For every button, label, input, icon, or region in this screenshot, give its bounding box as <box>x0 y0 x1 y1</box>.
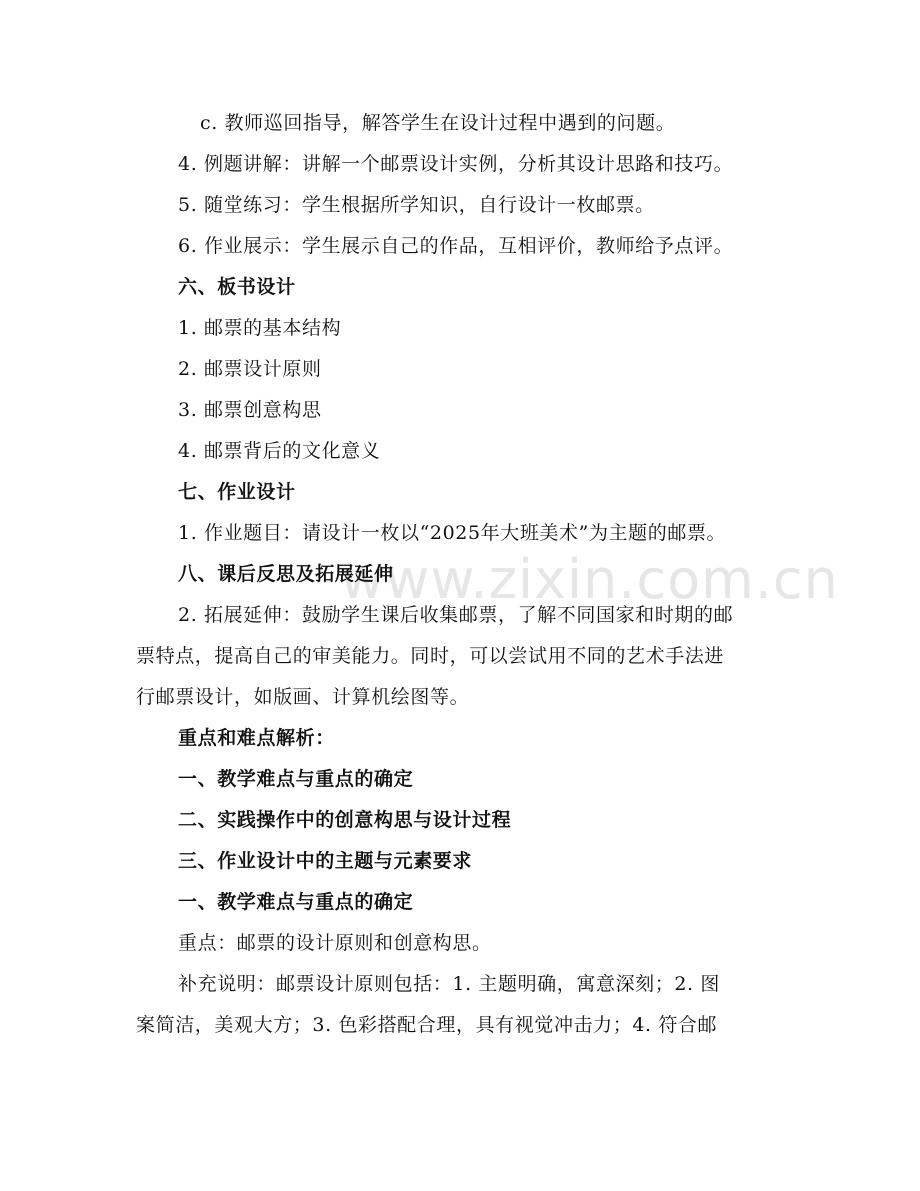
step-6-line: 6. 作业展示：学生展示自己的作品，互相评价，教师给予点评。 <box>178 235 734 257</box>
key-point-line: 重点：邮票的设计原则和创意构思。 <box>178 932 492 954</box>
homework-item-1: 1. 作业题目：请设计一枚以“2025年大班美术”为主题的邮票。 <box>178 522 727 544</box>
step-c-line: c. 教师巡回指导，解答学生在设计过程中遇到的问题。 <box>200 112 676 134</box>
board-item-3: 3. 邮票创意构思 <box>178 399 322 421</box>
extension-line-1: 2. 拓展延伸：鼓励学生课后收集邮票，了解不同国家和时期的邮 <box>178 604 734 626</box>
analysis-item-1: 一、教学难点与重点的确定 <box>178 768 414 790</box>
watermark: www.zixin.com.cn <box>340 548 839 611</box>
analysis-subheading-1: 一、教学难点与重点的确定 <box>178 891 414 913</box>
extension-line-3: 行邮票设计，如版画、计算机绘图等。 <box>136 686 470 708</box>
extension-line-2: 票特点，提高自己的审美能力。同时，可以尝试用不同的艺术手法进 <box>136 645 725 667</box>
section-heading-7: 七、作业设计 <box>178 481 296 503</box>
board-item-1: 1. 邮票的基本结构 <box>178 317 342 339</box>
board-item-4: 4. 邮票背后的文化意义 <box>178 440 381 462</box>
step-4-line: 4. 例题讲解：讲解一个邮票设计实例，分析其设计思路和技巧。 <box>178 153 734 175</box>
analysis-item-2: 二、实践操作中的创意构思与设计过程 <box>178 809 512 831</box>
analysis-heading: 重点和难点解析： <box>178 727 335 749</box>
section-heading-8: 八、课后反思及拓展延伸 <box>178 563 394 585</box>
section-heading-6: 六、板书设计 <box>178 276 296 298</box>
step-5-line: 5. 随堂练习：学生根据所学知识，自行设计一枚邮票。 <box>178 194 655 216</box>
analysis-item-3: 三、作业设计中的主题与元素要求 <box>178 850 473 872</box>
supplement-line-2: 案简洁，美观大方；3. 色彩搭配合理，具有视觉冲击力；4. 符合邮 <box>136 1014 718 1036</box>
board-item-2: 2. 邮票设计原则 <box>178 358 322 380</box>
supplement-line-1: 补充说明：邮票设计原则包括：1. 主题明确，寓意深刻；2. 图 <box>178 973 720 995</box>
